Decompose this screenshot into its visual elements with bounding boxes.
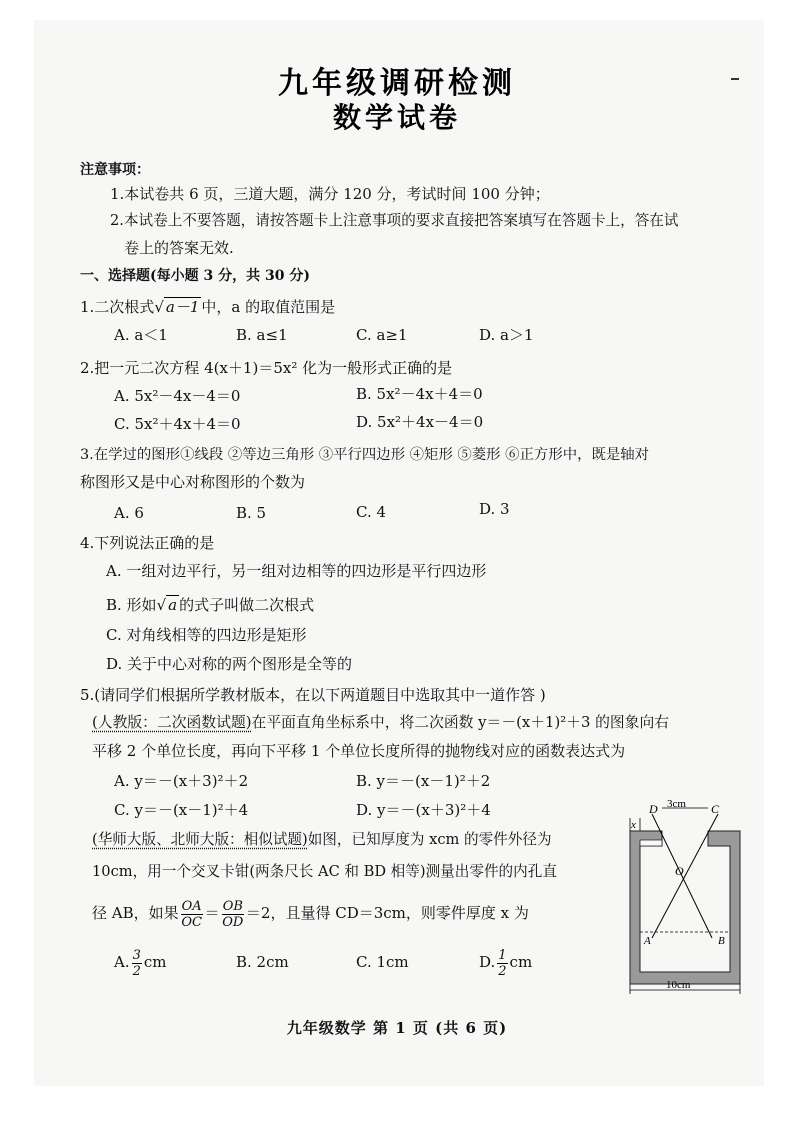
fraction-denominator: OD <box>222 914 244 930</box>
sqrt-icon <box>157 595 180 614</box>
q2-option-b: B. 5x²－4x＋4＝0 <box>356 385 483 403</box>
option-letter: A. <box>114 953 130 971</box>
equals-sign: ＝ <box>204 904 220 922</box>
q1-radicand: a－1 <box>165 298 200 316</box>
q5a-line1-text: 在平面直角坐标系中，将二次函数 y＝－(x＋1)²＋3 的图象向右 <box>251 714 670 731</box>
page-footer: 九年级数学 第 1 页 (共 6 页) <box>286 1019 508 1037</box>
q4-option-d: D. 关于中心对称的两个图形是全等的 <box>106 655 353 673</box>
sqrt-icon <box>154 297 201 316</box>
q1-option-c: C. a≥1 <box>356 326 408 344</box>
notice-item-2b: 卷上的答案无效. <box>124 239 234 257</box>
q2-option-a: A. 5x²－4x－4＝0 <box>114 387 241 405</box>
q4-option-a: A. 一组对边平行，另一组对边相等的四边形是平行四边形 <box>106 562 487 580</box>
fraction-oa-oc <box>181 899 203 930</box>
fraction-denominator: 2 <box>132 963 141 979</box>
notice-item-2a: 2.本试卷上不要答题，请按答题卡上注意事项的要求直接把答案填写在答题卡上，答在试 <box>110 212 679 229</box>
part-inner-cavity <box>640 840 662 846</box>
q5a-tag: (人教版：二次函数试题) <box>92 714 252 731</box>
q3-stem-line2: 称图形又是中心对称图形的个数为 <box>80 473 306 491</box>
q3-option-d: D. 3 <box>479 500 510 518</box>
q5b-option-b: B. 2cm <box>236 953 289 971</box>
q1-option-d: D. a＞1 <box>479 326 534 344</box>
q5b-line3-post: ＝2，且量得 CD＝3cm，则零件厚度 x 为 <box>245 904 529 922</box>
q4-option-c: C. 对角线相等的四边形是矩形 <box>106 626 307 644</box>
q5a-line2: 平移 2 个单位长度，再向下平移 1 个单位长度所得的抛物线对应的函数表达式为 <box>92 742 626 760</box>
unit: cm <box>509 953 533 971</box>
fraction-numerator: 1 <box>498 947 507 963</box>
section-choice-heading: 一、选择题(每小题 3 分，共 30 分) <box>80 268 310 284</box>
exam-subtitle: 数学试卷 <box>332 101 461 134</box>
notice-item-1: 1.本试卷共 6 页，三道大题，满分 120 分，考试时间 100 分钟； <box>110 185 550 203</box>
label-a: A <box>644 935 651 947</box>
q2-option-d: D. 5x²＋4x－4＝0 <box>356 413 484 431</box>
q5b-option-c: C. 1cm <box>356 953 409 971</box>
q5b-tag: (华师大版、北师大版：相似试题) <box>92 831 308 848</box>
fraction-3-2 <box>132 948 142 979</box>
label-3cm: 3cm <box>667 798 686 810</box>
q5b-line2: 10cm，用一个交叉卡钳(两条尺长 AC 和 BD 相等)测量出零件的内孔直 <box>92 863 557 880</box>
fraction-1-2 <box>497 948 507 979</box>
label-o: O <box>675 864 684 878</box>
q5a-option-b: B. y＝－(x－1)²＋2 <box>356 772 491 790</box>
q5b-option-d <box>479 945 532 979</box>
q5b-line1-text: 如图，已知厚度为 xcm 的零件外径为 <box>307 831 552 848</box>
q5b-line3-pre: 径 AB，如果 <box>92 904 179 922</box>
q1-stem-post: 中，a 的取值范围是 <box>201 298 336 316</box>
q2-option-c: C. 5x²＋4x＋4＝0 <box>114 415 241 433</box>
option-letter: D. <box>479 953 496 971</box>
q5a-option-c: C. y＝－(x－1)²＋4 <box>114 801 249 819</box>
label-d: D <box>649 802 658 816</box>
fraction-ob-od <box>222 899 244 930</box>
q5a-option-d: D. y＝－(x＋3)²＋4 <box>356 801 491 819</box>
unit: cm <box>143 953 167 971</box>
q2-stem: 2.把一元二次方程 4(x＋1)＝5x² 化为一般形式正确的是 <box>80 359 453 377</box>
notice-heading: 注意事项： <box>80 162 150 178</box>
exam-title: 九年级调研检测 <box>278 66 516 101</box>
fraction-numerator: 3 <box>132 947 141 963</box>
fraction-numerator: OB <box>222 898 243 914</box>
q5-intro: 5.(请同学们根据所学教材版本，在以下两道题目中选取其中一道作答 ) <box>80 686 546 704</box>
q5b-line1 <box>92 830 552 850</box>
q4-option-b <box>106 595 314 615</box>
label-10cm: 10cm <box>666 979 691 991</box>
q3-stem-line1: 3.在学过的图形①线段 ②等边三角形 ③平行四边形 ④矩形 ⑤菱形 ⑥正方形中，既是轴对 <box>80 447 650 463</box>
label-b: B <box>718 935 725 947</box>
fraction-denominator: 2 <box>498 963 507 979</box>
label-c: C <box>711 802 720 816</box>
label-x: x <box>631 819 636 831</box>
fraction-numerator: OA <box>181 898 202 914</box>
q5b-line3 <box>92 896 529 930</box>
q5a-line1 <box>92 713 669 733</box>
caliper-figure <box>612 796 762 996</box>
q1-stem <box>80 297 335 317</box>
q3-option-c: C. 4 <box>356 503 387 521</box>
q3-option-a: A. 6 <box>114 504 144 522</box>
q1-stem-pre: 1.二次根式 <box>80 298 155 316</box>
q4-radicand: a <box>168 596 178 614</box>
q3-option-b: B. 5 <box>236 504 267 522</box>
q4-option-b-pre: B. 形如 <box>106 596 157 614</box>
q4-option-b-post: 的式子叫做二次根式 <box>179 596 315 614</box>
q5b-option-a <box>114 945 167 979</box>
fraction-denominator: OC <box>181 914 202 930</box>
q1-option-b: B. a≤1 <box>236 326 288 344</box>
q5a-option-a: A. y＝－(x＋3)²＋2 <box>114 772 249 790</box>
q1-option-a: A. a＜1 <box>114 326 168 344</box>
part-outer-shape <box>630 831 740 984</box>
q4-stem: 4.下列说法正确的是 <box>80 534 215 552</box>
